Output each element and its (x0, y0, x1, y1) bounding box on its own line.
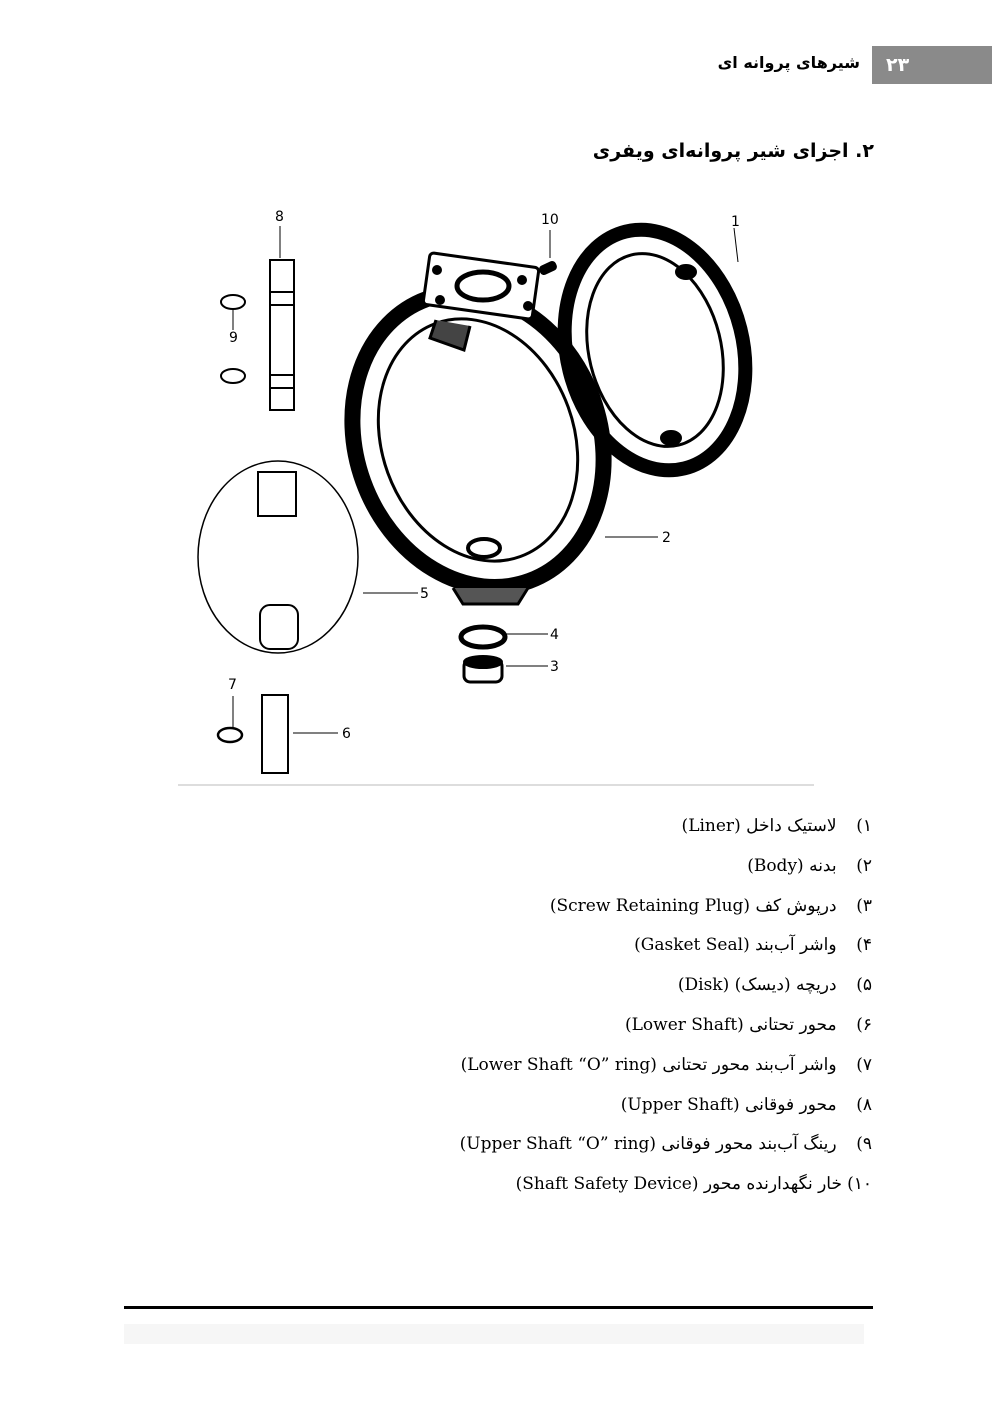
butterfly-valve-drawing (178, 200, 814, 790)
list-item (312, 931, 872, 971)
page-number-tab (872, 46, 992, 84)
section-title: ۲. اجزای شیر پروانه‌ای ویفری (592, 140, 874, 162)
callout-7: 7 (228, 677, 237, 693)
list-item-number: ۲) (856, 855, 872, 876)
exploded-view-figure (178, 200, 814, 790)
list-item (312, 971, 872, 1011)
gasket-seal-part (461, 627, 505, 647)
list-item-text: واشر آب‌بند محور تحتانی (Lower Shaft “O” ring) (460, 1054, 837, 1075)
list-item (312, 812, 872, 852)
list-item-number: ۱۰) (847, 1174, 872, 1195)
retaining-plug-part (464, 656, 502, 682)
upper-shaft-part (270, 260, 294, 410)
o-ring-upper-a (221, 295, 245, 309)
callout-1: 1 (731, 214, 740, 230)
callout-5: 5 (420, 586, 429, 602)
running-head-title: شیرهای پروانه ای (717, 53, 860, 72)
list-item (312, 1170, 872, 1210)
list-item (312, 892, 872, 932)
o-ring-upper-b (221, 369, 245, 383)
list-item (312, 1051, 872, 1091)
list-item-text: رینگ آب‌بند محور فوقانی (Upper Shaft “O” ring) (459, 1134, 837, 1155)
list-item-text: لاستیک داخل (Liner) (681, 816, 837, 836)
list-item-number: ۸) (856, 1094, 872, 1115)
list-item-text: خار نگهدارنده محور (Shaft Safety Device) (515, 1174, 842, 1195)
page-number: ۲۳ (886, 54, 910, 76)
callout-8: 8 (275, 209, 284, 225)
disk-part (198, 461, 358, 653)
list-item-number: ۵) (856, 975, 872, 996)
footer-band (124, 1324, 864, 1344)
callout-4: 4 (550, 627, 559, 643)
list-item-text: محور تحتانی (Lower Shaft) (624, 1014, 837, 1035)
parts-list (312, 812, 872, 1210)
list-item (312, 1011, 872, 1051)
lower-shaft-part (262, 695, 288, 773)
list-item (312, 852, 872, 892)
list-item-text: دریچه (دیسک) (Disk) (677, 975, 837, 996)
callout-9: 9 (229, 330, 238, 346)
list-item-number: ۱) (856, 816, 872, 836)
list-item-text: محور فوقانی (Upper Shaft) (620, 1094, 837, 1115)
list-item-number: ۳) (856, 895, 872, 916)
list-item-number: ۷) (856, 1054, 872, 1075)
footer-divider (124, 1306, 873, 1309)
safety-pin-part (539, 261, 557, 275)
callout-6: 6 (342, 726, 351, 742)
o-ring-lower (218, 728, 242, 742)
body-part (312, 253, 644, 623)
list-item (312, 1091, 872, 1131)
callout-3: 3 (550, 659, 559, 675)
list-item-text: بدنه (Body) (747, 855, 837, 876)
list-item-number: ۹) (856, 1134, 872, 1155)
list-item-number: ۴) (856, 935, 872, 956)
list-item (312, 1130, 872, 1170)
list-item-text: درپوش کف (Screw Retaining Plug) (549, 895, 837, 916)
callout-2: 2 (662, 530, 671, 546)
callout-10: 10 (541, 212, 559, 228)
list-item-text: واشر آب‌بند (Gasket Seal) (634, 935, 837, 956)
list-item-number: ۶) (856, 1014, 872, 1035)
